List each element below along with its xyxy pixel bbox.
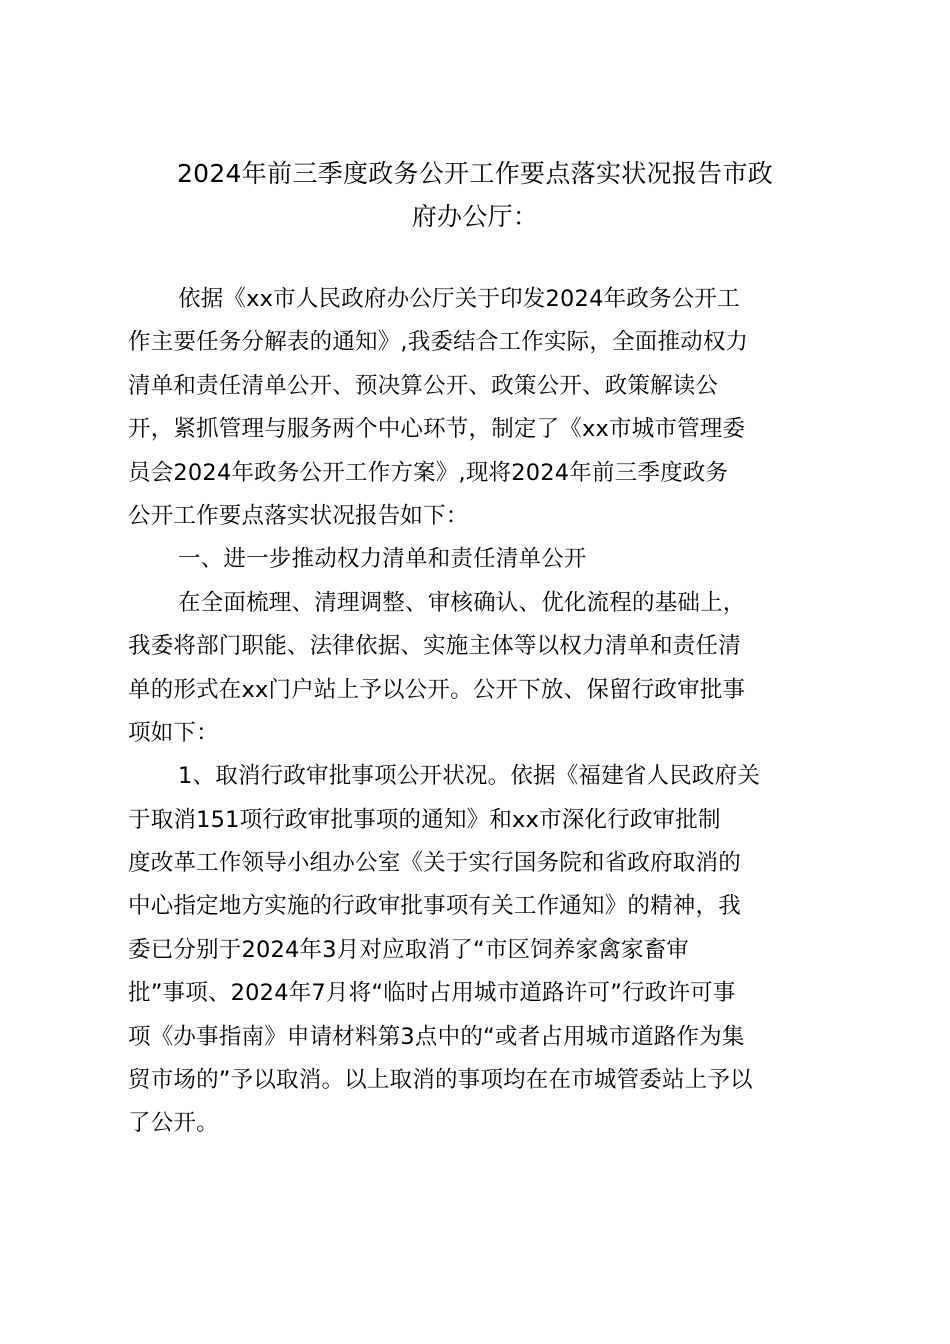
text-line: 度改革工作领导小组办公室《关于实行国务院和省政府取消的 xyxy=(128,850,741,877)
text-line: 公开工作要点落实状况报告如下： xyxy=(128,502,469,529)
intro-paragraph xyxy=(128,278,834,538)
text-line: 依据《xx市人民政府办公厅关于印发2024年政务公开工 xyxy=(178,286,740,312)
document-body xyxy=(128,278,834,1146)
text-line: 贸市场的”予以取消。以上取消的事项均在在市城管委站上予以 xyxy=(128,1067,753,1094)
text-line: 项如下： xyxy=(128,719,219,746)
text-line: 我委将部门职能、法律依据、实施主体等以权力清单和责任清 xyxy=(128,633,741,660)
text-line: 于取消151项行政审批事项的通知》和xx市深化行政审批制 xyxy=(128,806,721,833)
text-line: 项《办事指南》申请材料第3点中的“或者占用城市道路作为集 xyxy=(128,1023,745,1050)
document-title xyxy=(118,152,832,238)
text-line: 中心指定地方实施的行政审批事项有关工作通知》的精神，我 xyxy=(128,893,741,920)
text-line: 在全面梳理、清理调整、审核确认、优化流程的基础上， xyxy=(178,589,746,616)
text-line: 员会2024年政务公开工作方案》,现将2024年前三季度政务 xyxy=(128,459,729,486)
section-heading-text: 一、进一步推动权力清单和责任清单公开 xyxy=(178,546,587,573)
section-paragraph xyxy=(128,582,834,756)
title-line: 府办公厅： xyxy=(411,202,539,231)
text-line: 清单和责任清单公开、预决算公开、政策公开、政策解读公 xyxy=(128,372,719,399)
text-line: 批”事项、2024年7月将“临时占用城市道路许可”行政许可事 xyxy=(128,980,736,1007)
section-heading xyxy=(128,538,834,581)
text-line: 委已分别于2024年3月对应取消了“市区饲养家禽家畜审 xyxy=(128,936,690,963)
text-line: 了公开。 xyxy=(128,1110,219,1137)
item-paragraph xyxy=(128,755,834,1146)
text-line: 单的形式在xx门户站上予以公开。公开下放、保留行政审批事 xyxy=(128,676,746,703)
text-line: 1、取消行政审批事项公开状况。依据《福建省人民政府关 xyxy=(178,763,761,790)
text-line: 作主要任务分解表的通知》,我委结合工作实际，全面推动权力 xyxy=(128,329,749,356)
title-line: 2024年前三季度政务公开工作要点落实状况报告市政 xyxy=(176,159,774,188)
text-line: 开，紧抓管理与服务两个中心环节，制定了《xx市城市管理委 xyxy=(128,416,746,443)
